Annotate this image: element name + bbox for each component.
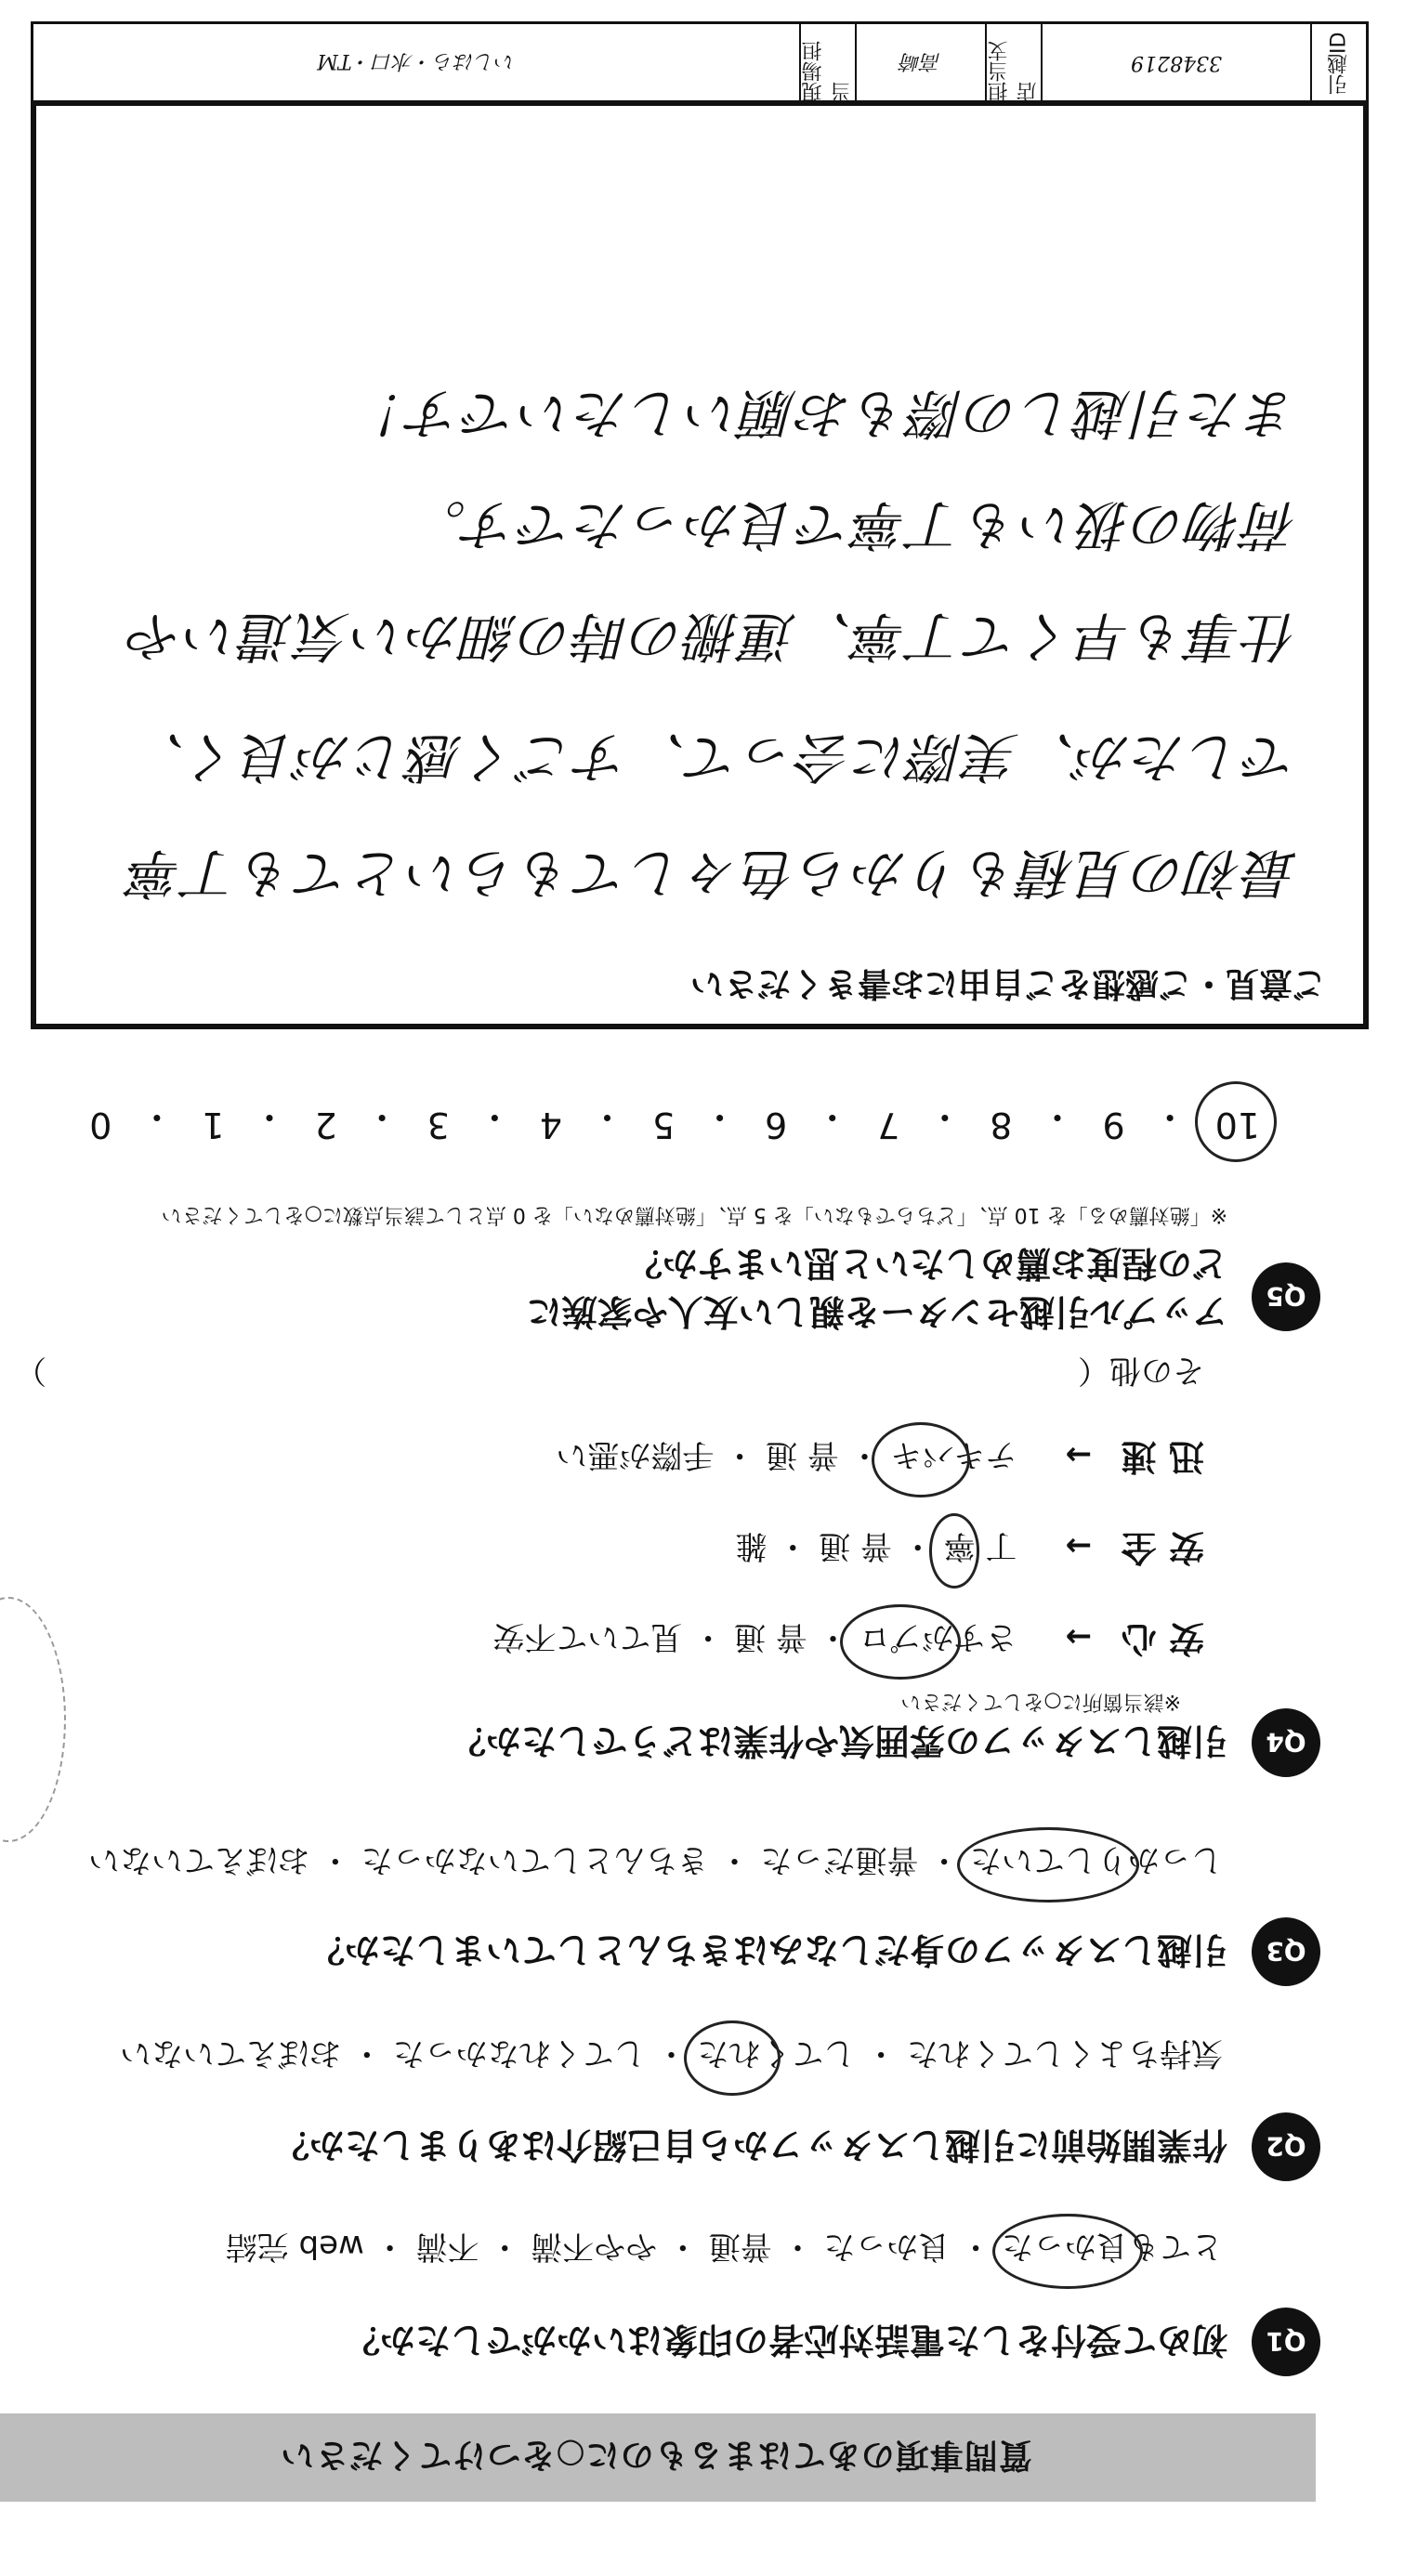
score-9[interactable]: 9 [1102, 1105, 1125, 1145]
arrow-icon: → [1065, 1618, 1093, 1655]
q4-title: 引越しスタッフの雰囲気や作業はどうでしたか？ [450, 1720, 1227, 1761]
q2-title: 作業開始前に引越しスタッフから自己紹介はありましたか？ [273, 2125, 1227, 2165]
label-id: 引越ID [1310, 24, 1366, 102]
q1-option-2[interactable]: 良かった [823, 2228, 951, 2265]
row-label: 安 全 [1121, 1527, 1204, 1568]
leader-value: いしはら・水口・TM [317, 49, 516, 73]
label-leader: 現場担当 [799, 24, 855, 102]
score-1[interactable]: 1 [202, 1105, 225, 1145]
selection-circle [1195, 1081, 1277, 1162]
q4-jinsoku-option-1[interactable]: テキパキ [890, 1435, 1017, 1481]
score-4[interactable]: 4 [539, 1105, 562, 1145]
selection-circle [992, 2214, 1143, 2289]
q1-options: とても良かった ・ 良かった ・ 普通 ・ やや不満 ・ 不満 ・ web 完結 [226, 2227, 1223, 2272]
q4-row-other [15, 1351, 1204, 1396]
q2-option-4[interactable]: おぼえていない [120, 2034, 342, 2072]
q4-row-jinsoku: 迅 速 → テキパキ ・ 普 通 ・ 手際が悪い [556, 1434, 1204, 1485]
q4-anshin-option-1[interactable]: さすがプロ [859, 1617, 1017, 1663]
comment-box[interactable] [31, 100, 1369, 1029]
q4-anshin-option-2[interactable]: 普 通 [733, 1618, 807, 1655]
score-2[interactable]: 2 [314, 1105, 337, 1145]
comment-line-5: また引越しの際もお願いしたいです！ [349, 382, 1298, 445]
q3-option-1[interactable]: しっかりしていた [970, 1840, 1223, 1886]
q1-option-6[interactable]: web 完結 [225, 2228, 364, 2265]
instruction-banner: 質問事項のあてはまるものに○をつけてください [0, 2413, 1316, 2502]
q1-icon: Q1 [1252, 2308, 1320, 2376]
arrow-icon: → [1065, 1436, 1093, 1473]
q4-icon: Q4 [1252, 1708, 1320, 1777]
comment-line-3: 仕事も早くて丁寧、運搬の時の細かい気遣いや [126, 605, 1298, 668]
q5-note: ※「絶対薦める」を 10 点、「どちらでもない」を 5 点、「絶対薦めない」を 0 点として該当点数に○をしてください [161, 1203, 1227, 1226]
other-close: ） [15, 1352, 46, 1389]
q1-option-4[interactable]: やや不満 [531, 2228, 658, 2265]
score-5[interactable]: 5 [651, 1105, 676, 1145]
q3-options: しっかりしていた ・ 普通だった ・ きちんとしていなかった ・ おぼえていない [88, 1840, 1223, 1886]
q1-option-5[interactable]: 不満 [415, 2228, 479, 2265]
score-8[interactable]: 8 [990, 1105, 1013, 1145]
row-label: 迅 速 [1121, 1436, 1204, 1477]
q4-anzen-option-3[interactable]: 雑 [735, 1527, 768, 1564]
q4-row-anshin: 安 心 → さすがプロ ・ 普 通 ・ 見ていて不安 [492, 1616, 1204, 1667]
q5-icon: Q5 [1252, 1262, 1320, 1331]
score-6[interactable]: 6 [765, 1105, 788, 1145]
selection-circle [957, 1827, 1139, 1903]
q2-options: 気持ちよくしてくれた ・ してくれた ・ してくれなかった ・ おぼえていない [120, 2033, 1223, 2079]
label-branch: 担当支店 [985, 24, 1041, 102]
selection-circle [929, 1513, 980, 1589]
q2-icon: Q2 [1252, 2112, 1320, 2181]
branch-value: 高崎 [855, 24, 985, 102]
comment-title: ご意見・ご感想をご自由にお書きください [689, 964, 1326, 1002]
q1-option-1[interactable]: とても良かった [1002, 2227, 1223, 2272]
score-7[interactable]: 7 [877, 1105, 900, 1145]
q5-title-line2: どの程度お薦めしたいと思いますか？ [626, 1243, 1227, 1284]
received-stamp [0, 1597, 66, 1842]
q2-option-2[interactable]: してくれた [697, 2033, 855, 2079]
comment-line-2: でしたが、実際に会って、すごく感じが良く、 [129, 726, 1298, 789]
q4-anzen-option-2[interactable]: 普 通 [819, 1527, 892, 1564]
q4-anzen-option-1[interactable]: 丁 寧 [944, 1526, 1017, 1572]
score-3[interactable]: 3 [426, 1105, 450, 1145]
other-label: その他（ [1078, 1352, 1204, 1389]
selection-circle [872, 1422, 970, 1497]
q3-option-3[interactable]: きちんとしていなかった [361, 1841, 709, 1878]
q5-title-line1: アップル引越センターを親しい友人や家族に [526, 1291, 1227, 1332]
selection-circle [684, 2020, 781, 2096]
header-table [31, 21, 1369, 105]
comment-line-4: 荷物の扱いも丁寧で良かったです。 [410, 493, 1298, 556]
q1-title: 初めて受付をした電話対応者の印象はいかがでしたか？ [344, 2320, 1227, 2360]
q3-icon: Q3 [1252, 1917, 1320, 1986]
id-value: 3348219 [1041, 24, 1310, 102]
selection-circle [840, 1604, 961, 1680]
q3-option-4[interactable]: おぼえていない [88, 1841, 310, 1878]
q2-option-1[interactable]: 気持ちよくしてくれた [907, 2034, 1223, 2072]
q2-option-3[interactable]: してくれなかった [392, 2034, 646, 2072]
q5-scale: 10 ・ 9 ・ 8 ・ 7 ・ 6 ・ 5 ・ 4 ・ 3 ・ 2 ・ 1 ・ 0 [89, 1094, 1260, 1145]
score-0[interactable]: 0 [89, 1105, 112, 1145]
q4-row-anzen: 安 全 → 丁 寧 ・ 普 通 ・ 雑 [736, 1525, 1205, 1576]
score-10[interactable]: 10 [1215, 1094, 1260, 1145]
q1-option-3[interactable]: 普通 [708, 2228, 772, 2265]
arrow-icon: → [1065, 1527, 1093, 1564]
q4-anshin-option-3[interactable]: 見ていて不安 [492, 1618, 683, 1655]
q4-jinsoku-option-2[interactable]: 普 通 [765, 1436, 839, 1473]
comment-line-1: 最初の見積もりから色々してもらいとても丁寧 [126, 842, 1298, 905]
q3-title: 引越しスタッフの身だしなみはきちんとしていましたか？ [308, 1929, 1227, 1970]
row-label: 安 心 [1121, 1618, 1204, 1659]
q3-option-2[interactable]: 普通だった [760, 1841, 919, 1878]
q4-jinsoku-option-3[interactable]: 手際が悪い [556, 1436, 715, 1473]
q4-note: ※該当箇所に○をしてください [900, 1690, 1181, 1713]
